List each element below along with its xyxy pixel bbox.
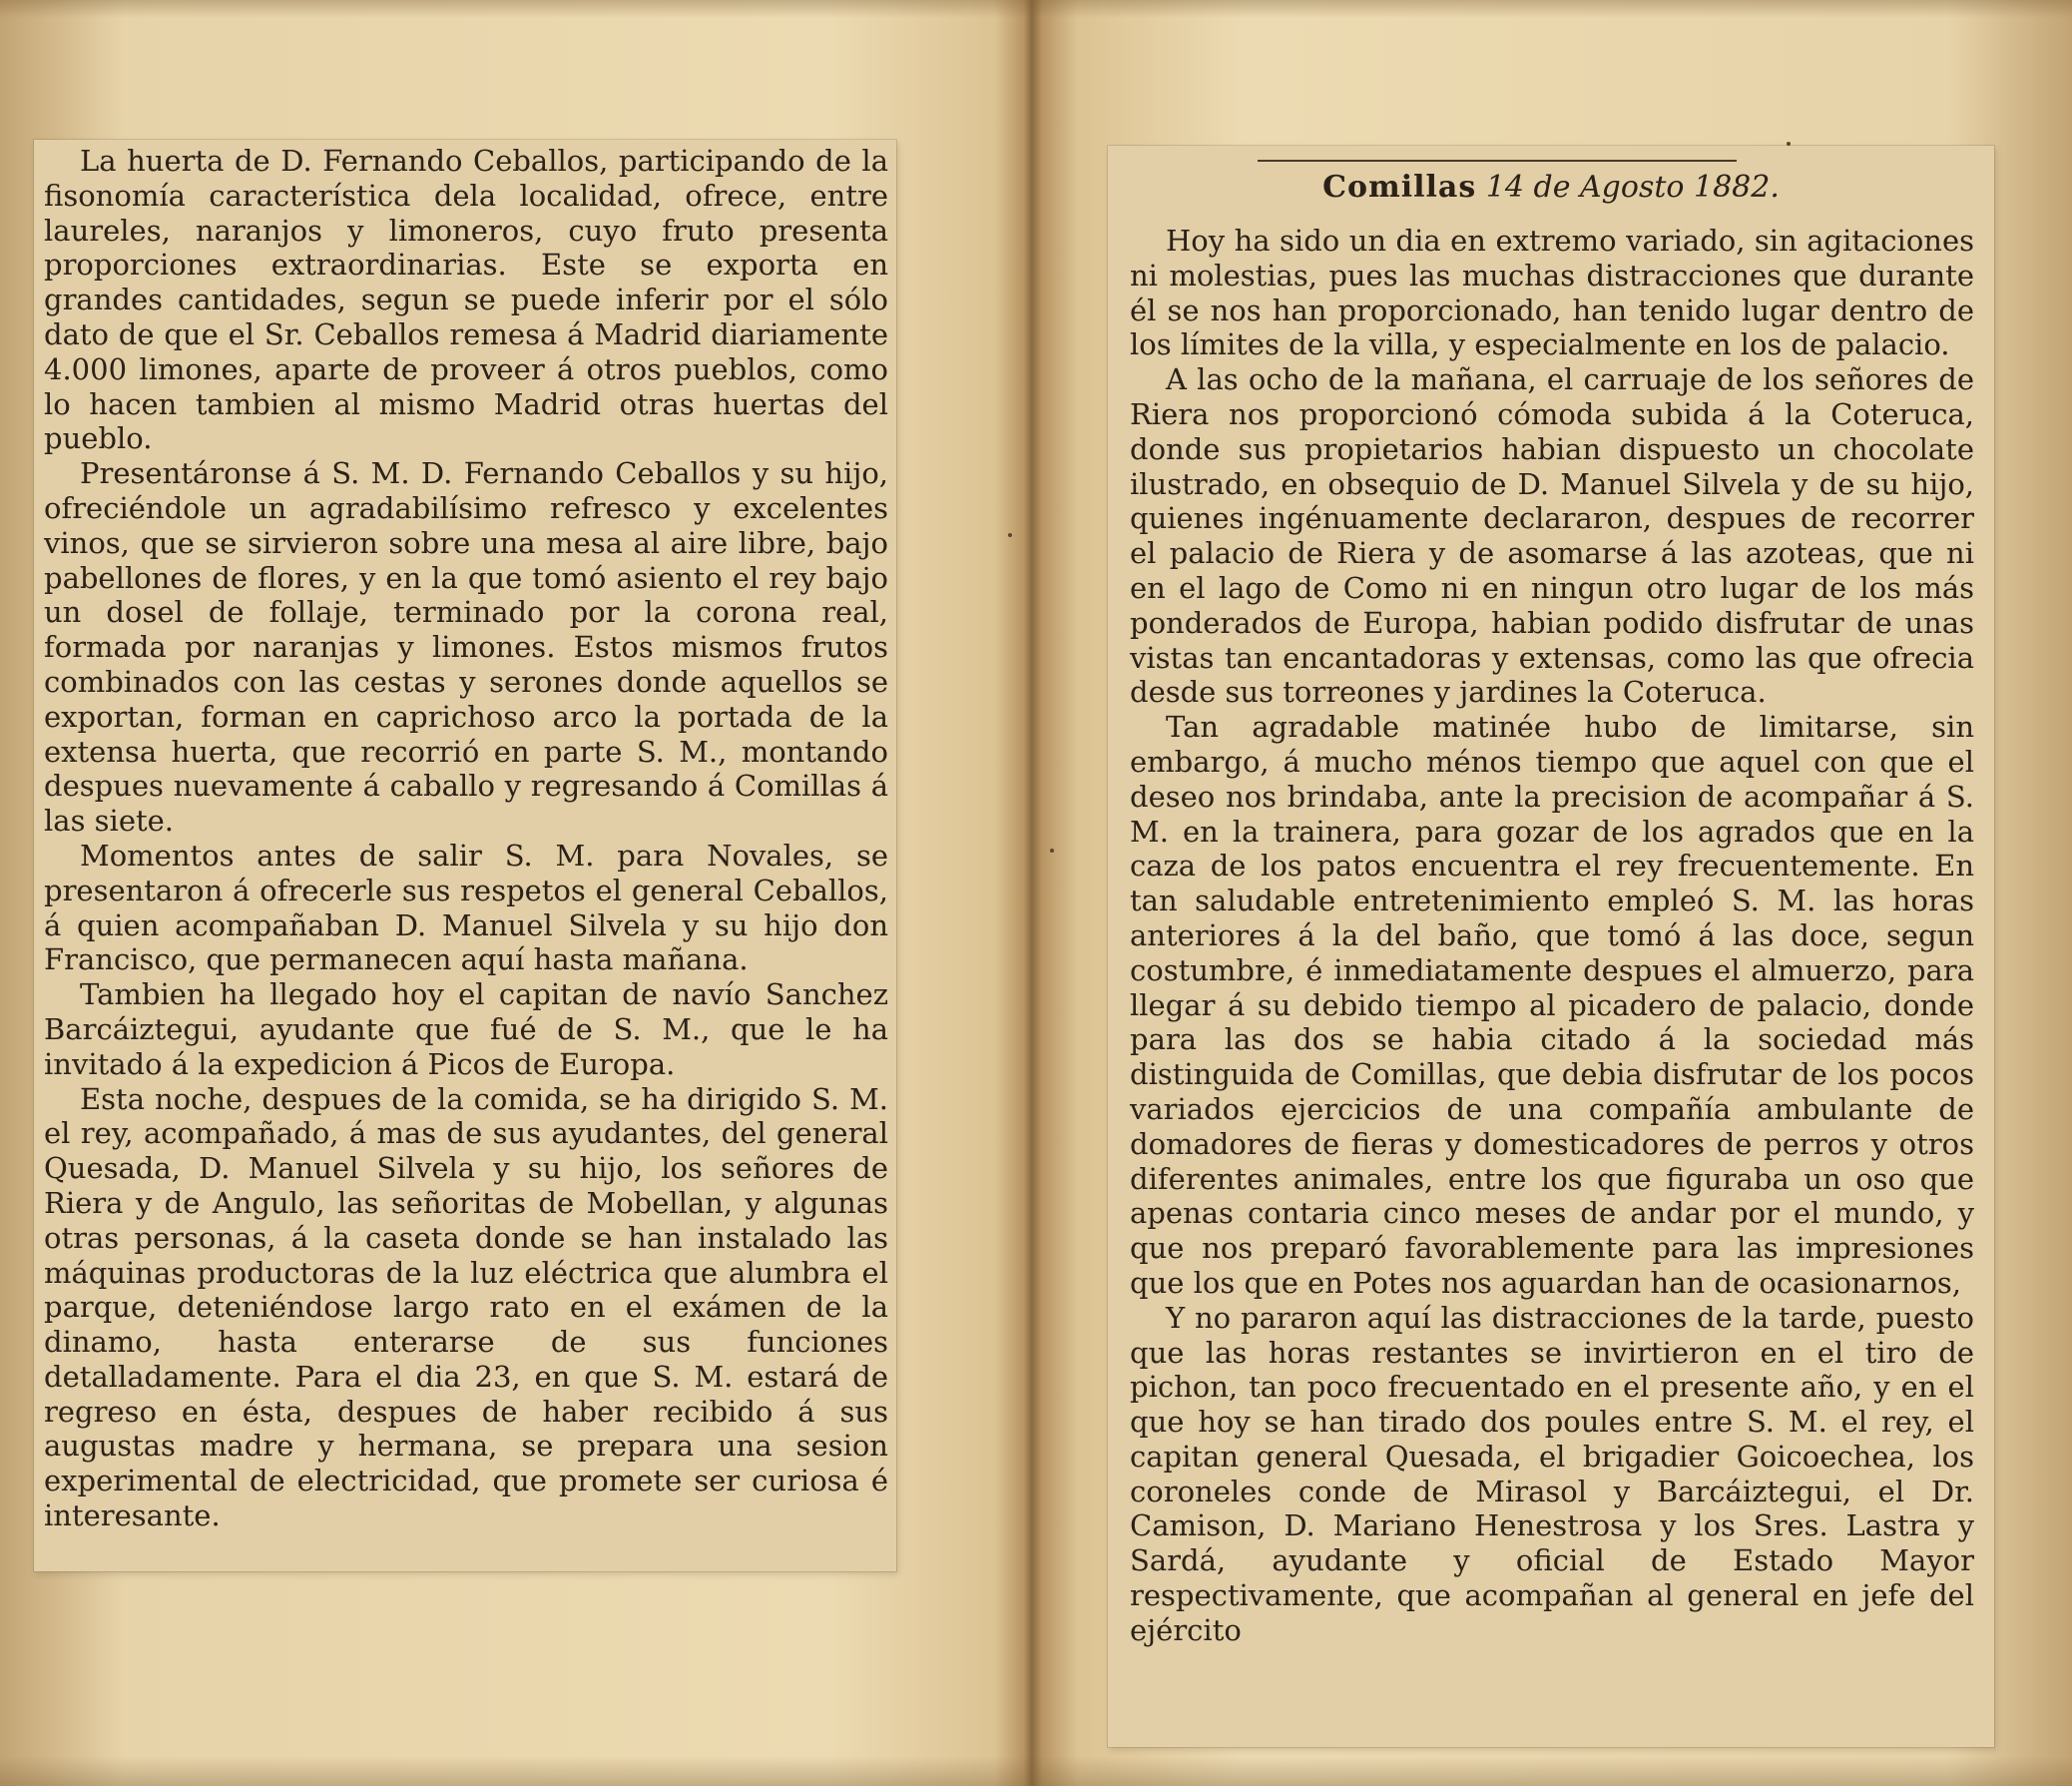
page-edge-shadow-bottom	[0, 1756, 2072, 1786]
right-paragraph-2: A las ocho de la mañana, el carruaje de los señores de Riera nos proporcionó cómoda subida á la Coteruca, donde sus propietarios habian dispuesto un chocolate ilustrado, en obsequio de D. Manuel Silvela y de su hijo, quienes ingénuamente declararon, despues de recorrer el palacio de Riera y de asomarse á las azoteas, que ni en el lago de Como ni en ningun otro lugar de los más ponderados de Europa, habian podido disfrutar de unas vistas tan encantadoras y extensas, como las que ofrecia desde sus torreones y jardines la Coteruca.	[1130, 362, 1974, 710]
left-paragraph-1: La huerta de D. Fernando Ceballos, participando de la fisonomía característica dela localidad, ofrece, entre laureles, naranjos y limoneros, cuyo fruto presenta proporciones extraordinarias. Este se exporta en grandes cantidades, segun se puede inferir por el sólo dato de que el Sr. Ceballos remesa á Madrid diariamente 4.000 limones, aparte de proveer á otros pueblos, como lo hacen tambien al mismo Madrid otras huertas del pueblo.	[44, 144, 888, 456]
right-paragraph-1: Hoy ha sido un dia en extremo variado, sin agitaciones ni molestias, pues las muchas distracciones que durante él se nos han proporcionado, han tenido lugar dentro de los límites de la villa, y especialmente en los de palacio.	[1130, 224, 1974, 362]
left-paragraph-3: Momentos antes de salir S. M. para Novales, se presentaron á ofrecerle sus respetos el general Ceballos, á quien acompañaban D. Manuel Silvela y su hijo don Francisco, que permanecen aquí hasta mañana.	[44, 838, 888, 977]
left-paragraph-4: Tambien ha llegado hoy el capitan de navío Sanchez Barcáiztegui, ayudante que fué de S. M., que le ha invitado á la expedicion á Picos de Europa.	[44, 977, 888, 1081]
right-paragraph-3: Tan agradable matinée hubo de limitarse, sin embargo, á mucho ménos tiempo que aquel con que el deseo nos brindaba, ante la precision de acompañar á S. M. en la trainera, para gozar de los agrados que en la caza de los patos encuentra el rey frecuentemente. En tan saludable entretenimiento empleó S. M. las horas anteriores á la del baño, que tomó á las doce, segun costumbre, é inmediatamente despues el almuerzo, para llegar á su debido tiempo al picadero de palacio, donde para las dos se habia citado á la sociedad más distinguida de Comillas, que debia disfrutar de los pocos variados ejercicios de una compañía ambulante de domadores de fieras y domesticadores de perros y otros diferentes animales, entre los que figuraba un oso que apenas contaria cinco meses de andar por el mundo, y que nos preparó favorablemente para las impresiones que los que en Potes nos aguardan han de ocasionarnos,	[1130, 710, 1974, 1300]
dateline-place: Comillas	[1322, 170, 1477, 205]
page-speck	[1008, 533, 1012, 537]
dateline-rule	[1258, 160, 1737, 162]
right-clipping-text	[1130, 224, 1974, 1648]
left-clipping-text	[44, 144, 888, 1533]
dateline-date: 14 de Agosto 1882.	[1485, 170, 1780, 205]
left-paragraph-5: Esta noche, despues de la comida, se ha dirigido S. M. el rey, acompañado, á mas de sus ayudantes, del general Quesada, D. Manuel Silvela y su hijo, los señores de Riera y de Angulo, las señoritas de Mobellan, y algunas otras personas, á la caseta donde se han instalado las máquinas productoras de la luz eléctrica que alumbra el parque, deteniéndose largo rato en el exámen de la dinamo, hasta enterarse de sus funciones detalladamente. Para el dia 23, en que S. M. estará de regreso en ésta, despues de haber recibido á sus augustas madre y hermana, se prepara una sesion experimental de electricidad, que promete ser curiosa é interesante.	[44, 1081, 888, 1533]
page-speck	[1050, 849, 1054, 853]
page-edge-shadow-top	[0, 0, 2072, 18]
article-dateline	[1108, 170, 1994, 206]
left-newspaper-clipping	[34, 140, 896, 1571]
left-paragraph-2: Presentáronse á S. M. D. Fernando Ceballos y su hijo, ofreciéndole un agradabilísimo refresco y excelentes vinos, que se sirvieron sobre una mesa al aire libre, bajo pabellones de flores, y en la que tomó asiento el rey bajo un dosel de follaje, terminado por la corona real, formada por naranjas y limones. Estos mismos frutos combinados con las cestas y serones donde aquellos se exportan, forman en caprichoso arco la portada de la extensa huerta, que recorrió en parte S. M., montando despues nuevamente á caballo y regresando á Comillas á las siete.	[44, 456, 888, 839]
right-newspaper-clipping	[1108, 146, 1994, 1747]
right-paragraph-4: Y no pararon aquí las distracciones de la tarde, puesto que las horas restantes se invirtieron en el tiro de pichon, tan poco frecuentado en el presente año, y en el que hoy se han tirado dos poules entre S. M. el rey, el capitan general Quesada, el brigadier Goicoechea, los coroneles conde de Mirasol y Barcáiztegui, el Dr. Camison, D. Mariano Henestrosa y los Sres. Lastra y Sardá, ayudante y oficial de Estado Mayor respectivamente, que acompañan al general en jefe del ejército	[1130, 1300, 1974, 1647]
